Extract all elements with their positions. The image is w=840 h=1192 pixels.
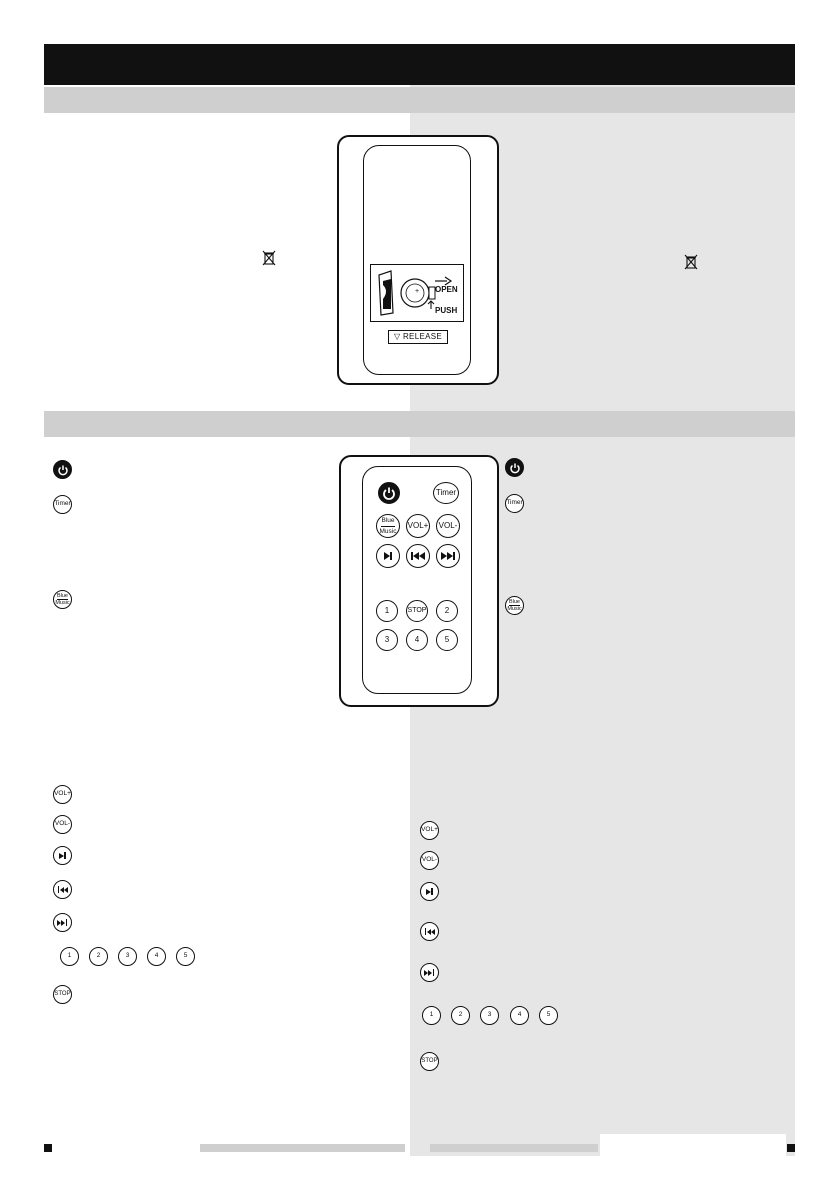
- ref-previous-icon: [53, 880, 72, 899]
- blue-music-top-label: Blue: [381, 516, 395, 524]
- ref-vol-plus-icon-right: VOL+: [420, 821, 439, 840]
- ref-preset-2-icon: 2: [89, 947, 108, 966]
- remote-vol-minus-button: VOL-: [436, 514, 460, 538]
- footer-bar-left: [200, 1144, 405, 1152]
- ref-previous-icon-right: [420, 922, 439, 941]
- ref-play-pause-icon-right: [420, 882, 439, 901]
- ref-music-label-right: Music: [507, 606, 522, 612]
- remote-preset-3-button: 3: [376, 629, 398, 651]
- footer-marker-right: [787, 1144, 795, 1152]
- footer-bar-right: [430, 1144, 598, 1152]
- footer-marker-left: [44, 1144, 52, 1152]
- ref-blue-music-icon-right: [505, 596, 524, 615]
- battery-plus-label: +: [415, 288, 420, 295]
- ref-vol-plus-icon: VOL+: [53, 785, 72, 804]
- ref-timer-icon: Timer: [53, 495, 72, 514]
- ref-preset-1-icon-right: 1: [422, 1006, 441, 1025]
- remote-vol-plus-button: VOL+: [406, 514, 430, 538]
- ref-vol-minus-icon-right: VOL-: [420, 851, 439, 870]
- next-icon: [441, 552, 456, 560]
- ref-next-icon: [53, 913, 72, 932]
- ref-preset-1-icon: 1: [60, 947, 79, 966]
- power-icon: [382, 486, 396, 500]
- open-label: OPEN: [435, 285, 458, 294]
- blue-music-bottom-label: Music: [379, 527, 397, 535]
- release-latch: ▽ RELEASE: [388, 330, 448, 344]
- ref-blue-label-right: Blue: [508, 598, 520, 605]
- ref-music-label: Music: [55, 600, 70, 606]
- remote-previous-button: [406, 544, 430, 568]
- remote-blue-music-button: [376, 514, 400, 538]
- ref-next-icon-right: [420, 963, 439, 982]
- ref-power-icon-right: [505, 458, 524, 477]
- ref-stop-icon: STOP: [53, 985, 72, 1004]
- ref-power-icon: [53, 460, 72, 479]
- battery-compartment: [370, 264, 464, 322]
- remote-next-button: [436, 544, 460, 568]
- ref-vol-minus-icon: VOL-: [53, 815, 72, 834]
- remote-preset-4-button: 4: [406, 629, 428, 651]
- remote-timer-button: Timer: [433, 482, 459, 504]
- section-bar-battery: [44, 87, 795, 113]
- ref-preset-3-icon-right: 3: [480, 1006, 499, 1025]
- section-bar-remote: [44, 411, 795, 437]
- ref-blue-music-icon: [53, 590, 72, 609]
- remote-power-button: [378, 482, 400, 504]
- crossed-bin-icon: [262, 250, 276, 266]
- ref-preset-3-icon: 3: [118, 947, 137, 966]
- ref-blue-label: Blue: [56, 592, 68, 599]
- ref-preset-2-icon-right: 2: [451, 1006, 470, 1025]
- previous-icon: [411, 552, 426, 560]
- remote-play-pause-button: [376, 544, 400, 568]
- ref-preset-5-icon: 5: [176, 947, 195, 966]
- release-label: RELEASE: [402, 332, 442, 341]
- ref-preset-4-icon: 4: [147, 947, 166, 966]
- remote-preset-2-button: 2: [436, 600, 458, 622]
- ref-timer-icon-right: Timer: [505, 494, 524, 513]
- ref-preset-4-icon-right: 4: [510, 1006, 529, 1025]
- crossed-bin-icon: [684, 254, 698, 270]
- remote-preset-1-button: 1: [376, 600, 398, 622]
- header-bar: [44, 44, 795, 85]
- footer-page-box: [600, 1134, 786, 1156]
- ref-play-pause-icon: [53, 846, 72, 865]
- play-pause-icon: [384, 552, 393, 560]
- ref-preset-5-icon-right: 5: [539, 1006, 558, 1025]
- ref-stop-icon-right: STOP: [420, 1052, 439, 1071]
- remote-stop-button: STOP: [406, 600, 428, 622]
- remote-preset-5-button: 5: [436, 629, 458, 651]
- push-label: PUSH: [435, 306, 458, 315]
